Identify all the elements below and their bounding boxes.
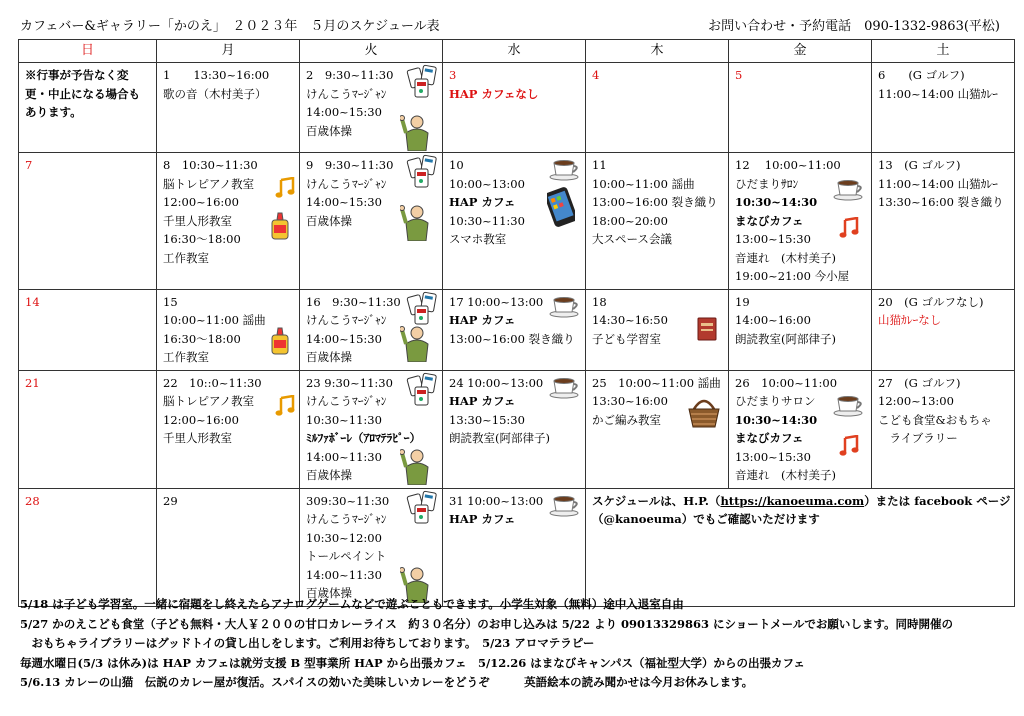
day-cell [586,370,729,488]
coffee-cup-icon [549,375,581,399]
exercise-elder-icon [400,113,434,153]
exercise-elder-icon [400,324,434,368]
event-line: まなびカフェ [735,213,804,228]
event-line: 14:30~16:50 [592,313,668,327]
event-line: 10:00~11:00 謡曲 [592,176,695,191]
event-line: 10:30~11:30 [306,412,382,427]
day-number: 1 13:30~16:00 [163,68,270,82]
event-line: 音連れ (木村美子) [735,468,836,482]
event-line: ライブラリー [878,431,958,445]
event-line: 百歳体操 [306,468,352,482]
event-line: こども食堂&おもちゃ [878,412,992,427]
day-cell [157,153,300,290]
exercise-elder-icon [400,203,434,247]
coffee-cup-icon [833,393,865,417]
day-cell [19,153,157,290]
day-number: 4 [592,68,600,82]
weekday-header: 土 [872,40,1015,63]
event-line: 13:30~16:00 [592,394,668,408]
event-line: 更・中止になる場合も [25,86,140,101]
event-line: スマホ教室 [449,232,507,246]
day-cell [443,153,586,290]
day-cell [872,289,1015,370]
day-number: 16 9:30~11:30 [306,294,401,309]
day-cell [157,370,300,488]
weekday-header: 木 [586,40,729,63]
coffee-cup-icon [549,493,581,523]
event-line: 13:30~15:30 [449,412,525,427]
event-line: 百歳体操 [306,213,352,228]
exercise-elder-icon [400,203,434,241]
day-cell [300,63,443,153]
day-cell [157,289,300,370]
day-number: 7 [25,158,33,172]
event-line: 脳トレピアノ教室 [163,176,255,191]
coffee-cup-icon [549,294,581,318]
book-icon [696,316,718,342]
event-line: 13:00~16:00 裂き織り [592,195,718,209]
note-line: 5/18 は子ども学習室。一緒に宿題をし終えたらアナログゲームなどで遊ぶこともできます。小学生対象（無料）途中入退室自由 [20,597,684,611]
event-line: 脳トレピアノ教室 [163,394,255,408]
event-line: 13:30~16:00 裂き織り [878,195,1004,209]
event-line: 10:30~14:30 [735,412,818,427]
day-number: 3 [449,68,457,82]
day-number: 14 [25,294,40,309]
week-row [19,289,1015,370]
weekday-header: 火 [300,40,443,63]
day-number: 10 [449,158,464,172]
event-line: ひだまりサロン [735,394,816,408]
note-line: 5/27 かのえこども食堂（子ども無料・大人￥２００の甘口カレーライス 約３０名分）のお申し込みは 5/22 より 09013329863 にショートメールでお願いします。同時開催の [20,616,953,631]
event-line: 19:00~21:00 今小屋 [735,269,850,283]
mahjong-tiles-icon [406,290,442,326]
event-line: 10:00~11:00 謡曲 [163,313,266,327]
day-number: ※行事が予告なく変 [25,68,129,82]
day-number: 6 (G ゴルフ) [878,68,965,82]
event-line: 11:00~14:00 山猫ｶﾚｰ [878,176,998,191]
event-line: けんこうﾏｰｼﾞｬﾝ [306,512,387,526]
weekday-header: 月 [157,40,300,63]
note-line: 5/6.13 カレーの山猫 伝説のカレー屋が復活。スパイスの効いた美味しいカレーをどうぞ 英語絵本の読み聞かせは今月お休みします。 [20,675,754,689]
week-row [19,63,1015,153]
glue-bottle-icon [269,211,291,247]
day-number: 309:30~11:30 [306,493,390,508]
exercise-elder-icon [400,447,434,485]
event-line: 子ども学習室 [592,331,661,346]
notes-section [20,595,1020,693]
event-line: けんこうﾏｰｼﾞｬﾝ [306,176,387,191]
mahjong-tiles-icon [406,153,442,195]
event-line: 千里人形教室 [163,213,232,228]
basket-icon [686,397,722,435]
day-number: 29 [163,493,178,508]
music-note-icon [839,217,859,245]
day-cell [157,63,300,153]
event-line: 14:00~15:30 [306,331,382,346]
event-line: 百歳体操 [306,123,352,138]
mahjong-tiles-icon [406,489,442,525]
mahjong-tiles-icon [406,153,442,189]
schedule-info-note [586,488,1015,606]
smartphone-icon [547,187,575,233]
day-cell [300,488,443,606]
note-text-pre: スケジュールは、H.P.（ [592,493,721,508]
day-cell [586,289,729,370]
event-line: 百歳体操 [306,350,352,364]
coffee-cup-icon [549,157,581,181]
glue-bottle-icon [269,326,291,356]
day-number: 18 [592,294,607,309]
event-line: 14:00~15:30 [306,195,382,209]
event-line: 11:00~14:00 山猫ｶﾚｰ [878,86,998,101]
day-number: 12 10:00~11:00 [735,158,841,172]
glue-bottle-icon [269,326,291,362]
coffee-cup-icon [833,177,865,201]
event-line: 朗読教室(阿部律子) [735,331,836,346]
day-number: 21 [25,375,40,390]
exercise-elder-icon [400,447,434,489]
day-cell [586,153,729,290]
week-row [19,370,1015,488]
day-cell [19,488,157,606]
mahjong-tiles-icon [406,489,442,531]
day-cell [729,289,872,370]
website-link[interactable]: https://kanoeuma.com [720,493,865,508]
day-number: 25 10:00~11:00 謡曲 [592,375,721,390]
event-line: 工作教室 [163,250,209,265]
coffee-cup-icon [549,294,581,324]
event-line: HAP カフェ [449,313,516,327]
schedule-calendar [18,39,1015,607]
exercise-elder-icon [400,324,434,362]
event-line: 工作教室 [163,350,209,364]
mahjong-tiles-icon [406,371,442,413]
day-number: 17 10:00~13:00 [449,294,544,309]
event-line: 12:00~13:00 [878,394,954,408]
event-line: HAP カフェ [449,195,516,209]
weekday-header: 日 [19,40,157,63]
event-line: 10:30~12:00 [306,530,382,545]
event-line: 山猫ｶﾚｰなし [878,313,942,327]
day-number: 13 (G ゴルフ) [878,158,961,172]
day-number: 31 10:00~13:00 [449,493,544,508]
coffee-cup-icon [549,493,581,517]
day-cell [872,370,1015,488]
coffee-cup-icon [549,157,581,187]
contact-phone: お問い合わせ・予約電話 090-1332-9863(平松) [708,19,1000,34]
week-row [19,488,1015,606]
day-number: 26 10:00~11:00 [735,375,838,390]
day-cell [872,63,1015,153]
event-line: 音連れ (木村美子) [735,250,836,265]
day-cell [443,289,586,370]
coffee-cup-icon [833,393,865,423]
event-line: 歌の音（木村美子） [163,86,267,101]
event-line: 大スペース会議 [592,232,672,246]
event-line: 14:00~11:30 [306,567,382,582]
event-line: 16:30～18:00 [163,232,241,246]
exercise-elder-icon [400,113,434,151]
event-line: 14:00~11:30 [306,449,382,464]
event-line: 12:00~16:00 [163,412,239,427]
event-line: かご編み教室 [592,412,661,427]
week-row [19,153,1015,290]
day-number: 15 [163,294,178,309]
event-line: けんこうﾏｰｼﾞｬﾝ [306,86,387,101]
event-line: あります。 [25,105,82,119]
event-line: 13:00~15:30 [735,449,811,464]
glue-bottle-icon [269,211,291,241]
event-line: HAP カフェ [449,394,516,408]
music-note-icon [275,395,295,423]
day-number: 9 9:30~11:30 [306,158,394,172]
event-line: けんこうﾏｰｼﾞｬﾝ [306,313,387,327]
day-number: 20 (G ゴルフなし) [878,294,984,309]
mahjong-tiles-icon [406,63,442,99]
note-line: 毎週水曜日(5/3 は休み)は HAP カフェは就労支援 B 型事業所 HAP から出張カフェ 5/12.26 はまなびキャンパス（福祉型大学）からの出張カフェ [20,655,805,670]
day-cell [729,370,872,488]
event-line: 13:00~15:30 [735,232,811,246]
event-line: 13:00~16:00 裂き織り [449,331,575,346]
page-title: カフェバー&ギャラリー「かのえ」 ２０２３年 ５月のスケジュール表 [20,19,440,34]
event-line: まなびカフェ [735,431,804,445]
note-line: おもちゃライブラリーはグッドトイの貸し出しをします。ご利用お待ちしております。 5/23 アロマテラピー [20,636,595,650]
note-text-post: ）または facebook ページ [864,493,1011,508]
day-cell [443,370,586,488]
day-cell [157,488,300,606]
event-line: 10:00~13:00 [449,176,525,191]
basket-icon [686,397,722,429]
day-number: 19 [735,294,750,309]
coffee-cup-icon [833,177,865,207]
day-cell [729,63,872,153]
day-cell [729,153,872,290]
event-line: HAP カフェなし [449,86,539,101]
music-note-icon [839,217,859,239]
event-line: 12:00~16:00 [163,195,239,209]
day-cell [19,289,157,370]
event-line: トールペイント [306,549,387,563]
book-icon [696,316,718,348]
event-line: HAP カフェ [449,512,516,526]
music-note-icon [839,435,859,457]
event-line: 10:30~11:30 [449,213,525,228]
music-note-icon [275,177,295,199]
day-cell [872,153,1015,290]
event-line: ﾐﾙﾌｧﾎﾞｰﾚ（ｱﾛﾏﾃﾗﾋﾟｰ） [306,431,421,445]
day-number: 28 [25,493,40,508]
day-cell [443,63,586,153]
event-line: 18:00~20:00 [592,213,668,228]
event-line: 朗読教室(阿部律子) [449,431,550,445]
day-number: 22 10::0~11:30 [163,375,262,390]
day-number: 5 [735,68,743,82]
day-cell [300,153,443,290]
weekday-header: 金 [729,40,872,63]
day-number: 23 9:30~11:30 [306,375,393,390]
day-number: 2 9:30~11:30 [306,68,394,82]
weekday-header: 水 [443,40,586,63]
weekday-header-row [19,40,1015,63]
coffee-cup-icon [549,375,581,405]
day-cell [586,63,729,153]
day-cell [19,63,157,153]
day-cell [300,370,443,488]
day-cell [443,488,586,606]
event-line: 14:00~15:30 [306,105,382,119]
event-line: 14:00~16:00 [735,313,811,327]
day-number: 11 [592,158,607,172]
day-number: 24 10:00~13:00 [449,375,544,390]
facebook-note: （@kanoeuma）でもご確認いただけます [592,512,820,526]
music-note-icon [275,177,295,205]
day-number: 27 (G ゴルフ) [878,375,961,390]
music-note-icon [275,395,295,417]
event-line: けんこうﾏｰｼﾞｬﾝ [306,394,387,408]
event-line: 千里人形教室 [163,431,232,445]
day-cell [300,289,443,370]
day-number: 8 10:30~11:30 [163,158,258,172]
event-line: 16:30～18:00 [163,331,241,346]
event-line: 百歳体操 [306,586,352,600]
day-cell [19,370,157,488]
event-line: ひだまりｻﾛﾝ [735,176,799,191]
mahjong-tiles-icon [406,63,442,105]
smartphone-icon [547,187,575,227]
music-note-icon [839,435,859,463]
event-line: 10:30~14:30 [735,195,818,209]
mahjong-tiles-icon [406,371,442,407]
